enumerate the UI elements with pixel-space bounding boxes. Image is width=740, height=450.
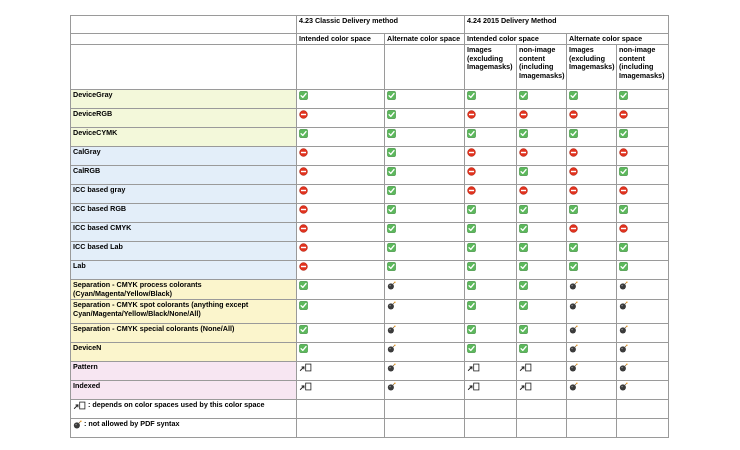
no-entry-icon: [519, 186, 528, 195]
check-icon: [387, 110, 396, 119]
status-cell: [567, 109, 617, 128]
status-cell: [517, 90, 567, 109]
status-cell: [385, 242, 465, 261]
row-label: DeviceGray: [71, 90, 297, 109]
table-row: [71, 300, 669, 324]
status-cell: [617, 324, 669, 343]
check-icon: [387, 205, 396, 214]
check-icon: [299, 129, 308, 138]
bomb-icon: [569, 344, 578, 353]
row-label: Separation - CMYK special colorants (None/All): [71, 324, 297, 343]
status-cell: [385, 300, 465, 324]
legend-not-allowed: [71, 419, 297, 438]
check-icon: [467, 281, 476, 290]
no-entry-icon: [467, 148, 476, 157]
status-cell: [567, 280, 617, 300]
status-cell: [617, 204, 669, 223]
no-entry-icon: [467, 167, 476, 176]
g2-alternate-header: Alternate color space: [567, 34, 669, 45]
no-entry-icon: [569, 167, 578, 176]
group-header-2015: 4.24 2015 Delivery Method: [465, 16, 669, 34]
arrow-square-icon: [299, 382, 312, 391]
blank-cell: [297, 419, 385, 438]
check-icon: [387, 148, 396, 157]
table-row: [71, 343, 669, 362]
check-icon: [299, 325, 308, 334]
images-excl-header-alt: Images (excluding Imagemasks): [567, 45, 617, 90]
status-cell: [465, 223, 517, 242]
check-icon: [519, 344, 528, 353]
status-cell: [385, 343, 465, 362]
status-cell: [617, 147, 669, 166]
status-cell: [567, 90, 617, 109]
row-label: ICC based RGB: [71, 204, 297, 223]
status-cell: [385, 128, 465, 147]
row-label: Pattern: [71, 362, 297, 381]
status-cell: [385, 280, 465, 300]
status-cell: [465, 362, 517, 381]
row-label: Indexed: [71, 381, 297, 400]
check-icon: [467, 325, 476, 334]
bomb-icon: [387, 363, 396, 372]
row-label: DeviceRGB: [71, 109, 297, 128]
status-cell: [297, 166, 385, 185]
check-icon: [519, 262, 528, 271]
status-cell: [385, 223, 465, 242]
status-cell: [385, 185, 465, 204]
status-cell: [567, 381, 617, 400]
status-cell: [465, 166, 517, 185]
bomb-icon: [387, 325, 396, 334]
bomb-icon: [569, 325, 578, 334]
status-cell: [567, 300, 617, 324]
bomb-icon: [569, 363, 578, 372]
blank-cell: [517, 419, 567, 438]
status-cell: [465, 147, 517, 166]
row-label: ICC based gray: [71, 185, 297, 204]
no-entry-icon: [467, 186, 476, 195]
status-cell: [385, 147, 465, 166]
check-icon: [387, 243, 396, 252]
check-icon: [387, 129, 396, 138]
no-entry-icon: [299, 110, 308, 119]
color-space-table: [70, 15, 669, 438]
check-icon: [299, 301, 308, 310]
check-icon: [519, 325, 528, 334]
no-entry-icon: [299, 262, 308, 271]
status-cell: [517, 166, 567, 185]
no-entry-icon: [569, 110, 578, 119]
bomb-icon: [569, 382, 578, 391]
status-cell: [385, 166, 465, 185]
bomb-icon: [569, 301, 578, 310]
check-icon: [569, 262, 578, 271]
arrow-square-icon: [467, 363, 480, 372]
g1-alternate-header: Alternate color space: [385, 34, 465, 45]
status-cell: [465, 343, 517, 362]
bomb-icon: [569, 281, 578, 290]
legend-not-allowed-text: : not allowed by PDF syntax: [84, 419, 180, 429]
check-icon: [467, 243, 476, 252]
status-cell: [297, 185, 385, 204]
check-icon: [299, 91, 308, 100]
no-entry-icon: [569, 148, 578, 157]
arrow-square-icon: [299, 363, 312, 372]
status-cell: [567, 147, 617, 166]
blank-cell: [617, 400, 669, 419]
check-icon: [569, 243, 578, 252]
status-cell: [517, 261, 567, 280]
row-label: Separation - CMYK process colorants (Cyan/Magenta/Yellow/Black): [71, 280, 297, 300]
status-cell: [567, 166, 617, 185]
status-cell: [567, 343, 617, 362]
blank-cell: [567, 400, 617, 419]
status-cell: [297, 204, 385, 223]
status-cell: [465, 300, 517, 324]
row-label: DeviceCYMK: [71, 128, 297, 147]
table-row: [71, 128, 669, 147]
status-cell: [517, 147, 567, 166]
row-label: Lab: [71, 261, 297, 280]
check-icon: [467, 344, 476, 353]
status-cell: [567, 204, 617, 223]
table-row: [71, 90, 669, 109]
status-cell: [517, 300, 567, 324]
row-label: CalRGB: [71, 166, 297, 185]
check-icon: [467, 224, 476, 233]
status-cell: [297, 90, 385, 109]
blank-cell: [71, 45, 297, 90]
check-icon: [519, 167, 528, 176]
blank-cell: [617, 419, 669, 438]
status-cell: [567, 223, 617, 242]
status-cell: [465, 242, 517, 261]
status-cell: [385, 261, 465, 280]
no-entry-icon: [299, 186, 308, 195]
row-label: CalGray: [71, 147, 297, 166]
no-entry-icon: [299, 243, 308, 252]
status-cell: [567, 362, 617, 381]
status-cell: [517, 185, 567, 204]
no-entry-icon: [619, 110, 628, 119]
status-cell: [617, 242, 669, 261]
legend-depends: [71, 400, 297, 419]
check-icon: [619, 205, 628, 214]
no-entry-icon: [619, 186, 628, 195]
status-cell: [297, 280, 385, 300]
table-row: [71, 147, 669, 166]
status-cell: [465, 280, 517, 300]
no-entry-icon: [519, 148, 528, 157]
check-icon: [519, 281, 528, 290]
check-icon: [619, 129, 628, 138]
status-cell: [297, 109, 385, 128]
status-cell: [617, 343, 669, 362]
status-cell: [465, 381, 517, 400]
status-cell: [465, 185, 517, 204]
table-row: [71, 381, 669, 400]
status-cell: [617, 223, 669, 242]
no-entry-icon: [619, 148, 628, 157]
table-row: [71, 362, 669, 381]
check-icon: [387, 224, 396, 233]
status-cell: [617, 381, 669, 400]
status-cell: [517, 109, 567, 128]
check-icon: [519, 129, 528, 138]
blank-cell: [71, 34, 297, 45]
g2-intended-header: Intended color space: [465, 34, 567, 45]
table-row: [71, 166, 669, 185]
no-entry-icon: [569, 186, 578, 195]
check-icon: [519, 205, 528, 214]
status-cell: [517, 223, 567, 242]
status-cell: [617, 261, 669, 280]
status-cell: [385, 204, 465, 223]
row-label: ICC based Lab: [71, 242, 297, 261]
check-icon: [387, 167, 396, 176]
blank-cell: [385, 400, 465, 419]
status-cell: [465, 261, 517, 280]
status-cell: [385, 109, 465, 128]
status-cell: [517, 280, 567, 300]
status-cell: [297, 128, 385, 147]
row-label: ICC based CMYK: [71, 223, 297, 242]
status-cell: [617, 185, 669, 204]
status-cell: [567, 185, 617, 204]
check-icon: [387, 91, 396, 100]
blank-cell: [465, 400, 517, 419]
check-icon: [619, 243, 628, 252]
status-cell: [385, 90, 465, 109]
row-label: Separation - CMYK spot colorants (anything except Cyan/Magenta/Yellow/Black/None/All): [71, 300, 297, 324]
check-icon: [519, 243, 528, 252]
status-cell: [567, 324, 617, 343]
non-image-header: non-image content (including Imagemasks): [517, 45, 567, 90]
table-row: [71, 261, 669, 280]
blank-cell: [297, 400, 385, 419]
status-cell: [617, 300, 669, 324]
status-cell: [517, 242, 567, 261]
status-cell: [297, 300, 385, 324]
status-cell: [465, 324, 517, 343]
bomb-icon: [619, 281, 628, 290]
status-cell: [297, 324, 385, 343]
check-icon: [569, 129, 578, 138]
status-cell: [617, 128, 669, 147]
status-cell: [385, 381, 465, 400]
check-icon: [467, 205, 476, 214]
bomb-icon: [619, 325, 628, 334]
status-cell: [617, 166, 669, 185]
arrow-square-icon: [467, 382, 480, 391]
arrow-square-icon: [519, 363, 532, 372]
status-cell: [385, 324, 465, 343]
check-icon: [519, 91, 528, 100]
table-row: [71, 242, 669, 261]
check-icon: [387, 186, 396, 195]
table-row: [71, 280, 669, 300]
check-icon: [467, 262, 476, 271]
status-cell: [517, 343, 567, 362]
g1-intended-header: Intended color space: [297, 34, 385, 45]
non-image-header-alt: non-image content (including Imagemasks): [617, 45, 669, 90]
arrow-square-icon: [519, 382, 532, 391]
status-cell: [465, 90, 517, 109]
status-cell: [517, 204, 567, 223]
status-cell: [297, 362, 385, 381]
status-cell: [465, 204, 517, 223]
arrow-square-icon: [73, 401, 86, 410]
group-header-classic: 4.23 Classic Delivery method: [297, 16, 465, 34]
no-entry-icon: [299, 148, 308, 157]
blank-cell: [297, 45, 385, 90]
bomb-icon: [387, 382, 396, 391]
corner-cell: [71, 16, 297, 34]
status-cell: [465, 128, 517, 147]
table-row: [71, 109, 669, 128]
status-cell: [297, 343, 385, 362]
check-icon: [387, 262, 396, 271]
check-icon: [569, 205, 578, 214]
status-cell: [617, 280, 669, 300]
status-cell: [297, 242, 385, 261]
status-cell: [385, 362, 465, 381]
status-cell: [297, 223, 385, 242]
check-icon: [467, 301, 476, 310]
status-cell: [517, 362, 567, 381]
bomb-icon: [619, 301, 628, 310]
no-entry-icon: [569, 224, 578, 233]
status-cell: [297, 381, 385, 400]
check-icon: [619, 262, 628, 271]
blank-cell: [567, 419, 617, 438]
row-label: DeviceN: [71, 343, 297, 362]
legend-depends-text: : depends on color spaces used by this color space: [88, 400, 265, 410]
bomb-icon: [619, 363, 628, 372]
status-cell: [465, 109, 517, 128]
check-icon: [519, 224, 528, 233]
check-icon: [299, 344, 308, 353]
status-cell: [297, 261, 385, 280]
check-icon: [467, 91, 476, 100]
blank-cell: [385, 45, 465, 90]
table-row: [71, 185, 669, 204]
blank-cell: [465, 419, 517, 438]
status-cell: [617, 109, 669, 128]
check-icon: [619, 167, 628, 176]
no-entry-icon: [299, 224, 308, 233]
status-cell: [517, 324, 567, 343]
bomb-icon: [619, 382, 628, 391]
status-cell: [517, 128, 567, 147]
table-row: [71, 324, 669, 343]
check-icon: [299, 281, 308, 290]
bomb-icon: [387, 281, 396, 290]
blank-cell: [385, 419, 465, 438]
no-entry-icon: [519, 110, 528, 119]
no-entry-icon: [299, 167, 308, 176]
check-icon: [467, 129, 476, 138]
blank-cell: [517, 400, 567, 419]
status-cell: [567, 242, 617, 261]
no-entry-icon: [299, 205, 308, 214]
check-icon: [619, 91, 628, 100]
check-icon: [519, 301, 528, 310]
images-excl-header: Images (excluding Imagemasks): [465, 45, 517, 90]
status-cell: [617, 362, 669, 381]
status-cell: [297, 147, 385, 166]
no-entry-icon: [619, 224, 628, 233]
status-cell: [617, 90, 669, 109]
table-row: [71, 204, 669, 223]
check-icon: [569, 91, 578, 100]
status-cell: [517, 381, 567, 400]
no-entry-icon: [467, 110, 476, 119]
status-cell: [567, 261, 617, 280]
bomb-icon: [73, 420, 82, 429]
status-cell: [567, 128, 617, 147]
bomb-icon: [387, 344, 396, 353]
bomb-icon: [619, 344, 628, 353]
table-row: [71, 223, 669, 242]
bomb-icon: [387, 301, 396, 310]
